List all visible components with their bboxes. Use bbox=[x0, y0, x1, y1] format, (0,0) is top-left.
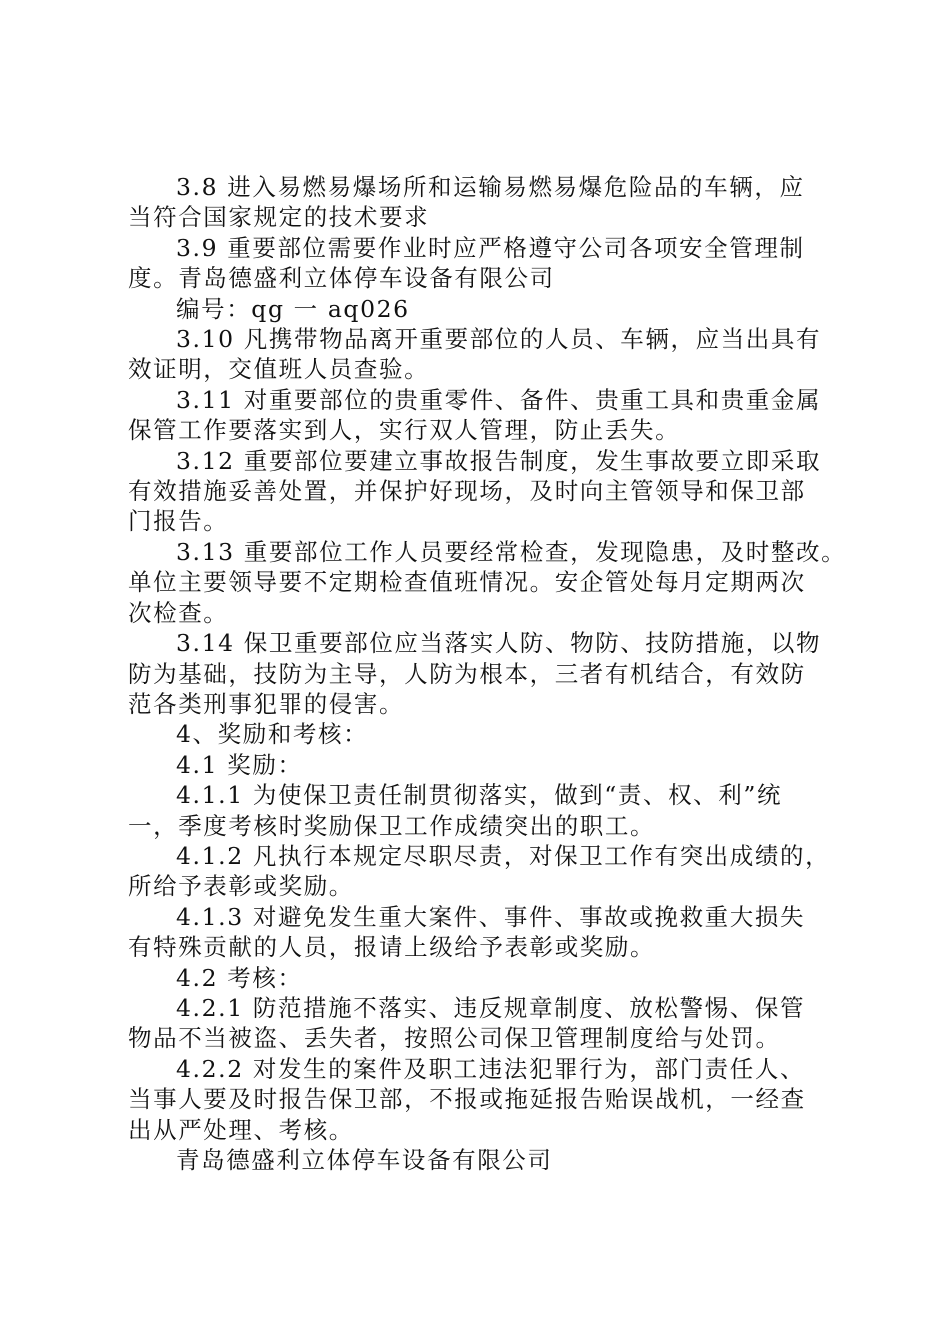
text-line: 青岛德盛利立体停车设备有限公司 bbox=[176, 1146, 553, 1174]
text-line: 效证明，交值班人员查验。 bbox=[128, 355, 430, 384]
paragraph bbox=[128, 233, 838, 294]
text-line: 4.2.1 防范措施不落实、违反规章制度、放松警惕、保管 bbox=[176, 993, 806, 1022]
paragraph bbox=[128, 172, 838, 233]
paragraph bbox=[128, 628, 838, 719]
text-line: 编号：qg 一 aq026 bbox=[176, 294, 410, 323]
text-line: 4、奖励和考核： bbox=[176, 720, 369, 749]
text-line: 4.1 奖励： bbox=[176, 750, 303, 779]
paragraph bbox=[128, 780, 838, 841]
text-line: 4.1.1 为使保卫责任制贯彻落实，做到“责、权、利”统 bbox=[176, 781, 783, 810]
text-line: 有特殊贡献的人员，报请上级给予表彰或奖励。 bbox=[128, 933, 656, 962]
text-line: 保管工作要落实到人，实行双人管理，防止丢失。 bbox=[128, 416, 681, 445]
text-line: 物品不当被盗、丢失者，按照公司保卫管理制度给与处罚。 bbox=[128, 1024, 781, 1053]
paragraph bbox=[128, 1054, 838, 1145]
paragraph bbox=[128, 537, 847, 628]
paragraph bbox=[128, 324, 838, 385]
text-line: 3.12 重要部位要建立事故报告制度，发生事故要立即采取 bbox=[176, 446, 822, 475]
paragraph bbox=[128, 841, 838, 902]
text-line: 3.10 凡携带物品离开重要部位的人员、车辆，应当出具有 bbox=[176, 325, 822, 354]
text-line: 3.11 对重要部位的贵重零件、备件、贵重工具和贵重金属 bbox=[176, 385, 822, 414]
text-line: 度。青岛德盛利立体停车设备有限公司 bbox=[128, 264, 555, 293]
text-line: 有效措施妥善处置，并保护好现场，及时向主管领导和保卫部 bbox=[128, 477, 806, 506]
paragraph bbox=[128, 294, 838, 324]
text-line: 所给予表彰或奖励。 bbox=[128, 872, 354, 901]
text-line: 3.8 进入易燃易爆场所和运输易燃易爆危险品的车辆，应 bbox=[176, 173, 805, 201]
text-line: 次检查。 bbox=[128, 598, 229, 627]
paragraph bbox=[128, 1145, 838, 1175]
text-line: 门报告。 bbox=[128, 507, 229, 536]
text-line: 3.14 保卫重要部位应当落实人防、物防、技防措施，以物 bbox=[176, 629, 822, 658]
text-line: 4.2 考核： bbox=[176, 963, 303, 992]
paragraph bbox=[128, 750, 838, 780]
text-line: 范各类刑事犯罪的侵害。 bbox=[128, 689, 405, 718]
text-line: 当事人要及时报告保卫部，不报或拖延报告贻误战机，一经查 bbox=[128, 1085, 806, 1114]
text-line: 出从严处理、考核。 bbox=[128, 1115, 354, 1144]
paragraph bbox=[128, 963, 838, 993]
text-line: 单位主要领导要不定期检查值班情况。安企管处每月定期两次 bbox=[128, 568, 806, 597]
text-line: 一，季度考核时奖励保卫工作成绩突出的职工。 bbox=[128, 811, 656, 840]
paragraph bbox=[128, 993, 838, 1054]
text-line: 3.9 重要部位需要作业时应严格遵守公司各项安全管理制 bbox=[176, 233, 805, 262]
paragraph bbox=[128, 719, 838, 749]
document-body bbox=[128, 172, 847, 1175]
text-line: 4.1.3 对避免发生重大案件、事件、事故或挽救重大损失 bbox=[176, 902, 806, 931]
paragraph bbox=[128, 902, 838, 963]
text-line: 防为基础，技防为主导，人防为根本，三者有机结合，有效防 bbox=[128, 659, 806, 688]
text-line: 3.13 重要部位工作人员要经常检查，发现隐患，及时整改。 bbox=[176, 537, 847, 566]
paragraph bbox=[128, 446, 838, 537]
text-line: 4.1.2 凡执行本规定尽职尽责，对保卫工作有突出成绩的， bbox=[176, 841, 831, 870]
text-line: 当符合国家规定的技术要求 bbox=[128, 203, 430, 232]
text-line: 4.2.2 对发生的案件及职工违法犯罪行为，部门责任人、 bbox=[176, 1054, 806, 1083]
paragraph bbox=[128, 385, 838, 446]
